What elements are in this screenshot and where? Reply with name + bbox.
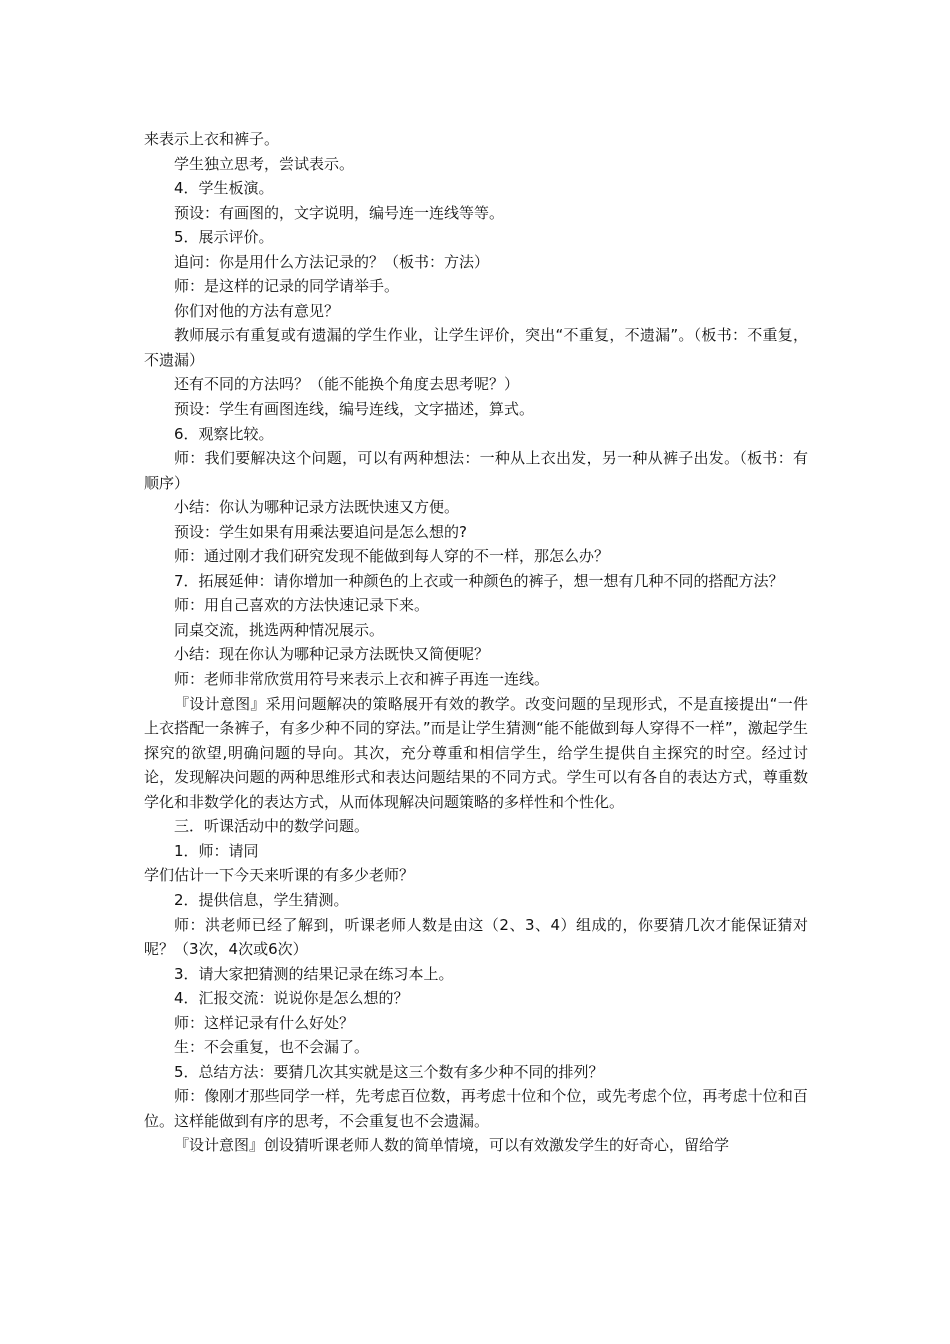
paragraph: 师：老师非常欣赏用符号来表示上衣和裤子再连一连线。 <box>174 670 550 689</box>
paragraph: 师：用自己喜欢的方法快速记录下来。 <box>174 596 430 615</box>
paragraph: 追问：你是用什么方法记录的？（板书：方法） <box>174 252 490 271</box>
paragraph: 还有不同的方法吗？（能不能换个角度去思考呢？） <box>174 375 520 394</box>
paragraph: 师：通过刚才我们研究发现不能做到每人穿的不一样，那怎么办？ <box>174 547 610 566</box>
paragraph: 2．提供信息，学生猜测。 <box>174 890 349 909</box>
paragraph: 预设：学生如果有用乘法要追问是怎么想的? <box>174 522 467 541</box>
paragraph: 『设计意图』采用问题解决的策略展开有效的教学。改变问题的呈现形式，不是直接提出“一件上衣搭配一条裤子，有多少种不同的穿法。”而是让学生猜测“能不能做到每人穿得不一样”，激起学生探究的欲望,明确问题的导向。其次，充分尊重和相信学生，给学生提供自主探究的时空。经过讨论，发现解决问题的两种思维形式和表达问题结果的不同方式。学生可以有各自的表达方式，尊重数学化和非数学化的表达方式，从而体现解决问题策略的多样性和个性化。 <box>144 694 808 811</box>
paragraph: 你们对他的方法有意见？ <box>174 301 340 320</box>
paragraph: 4．学生板演。 <box>174 179 274 198</box>
paragraph: 1．师：请同 <box>174 841 259 860</box>
paragraph: 6．观察比较。 <box>174 424 274 443</box>
paragraph: 3．请大家把猜测的结果记录在练习本上。 <box>174 964 454 983</box>
paragraph: 教师展示有重复或有遗漏的学生作业，让学生评价，突出“不重复，不遗漏”。（板书：不重复，不遗漏） <box>144 326 808 369</box>
paragraph: 来表示上衣和裤子。 <box>144 130 280 148</box>
paragraph: 小结：你认为哪种记录方法既快速又方便。 <box>174 498 460 517</box>
document-page <box>144 127 808 1158</box>
paragraph: 生：不会重复，也不会漏了。 <box>174 1038 370 1057</box>
paragraph: 师：像刚才那些同学一样，先考虑百位数，再考虑十位和个位，或先考虑个位，再考虑十位和百位。这样能做到有序的思考，不会重复也不会遗漏。 <box>144 1087 808 1130</box>
paragraph: 预设：学生有画图连线，编号连线，文字描述，算式。 <box>174 400 535 419</box>
paragraph: 小结：现在你认为哪种记录方法既快又简便呢？ <box>174 645 490 664</box>
paragraph: 师：这样记录有什么好处？ <box>174 1013 355 1032</box>
paragraph: 『设计意图』创设猜听课老师人数的简单情境，可以有效激发学生的好奇心，留给学 <box>174 1136 730 1155</box>
paragraph: 师：洪老师已经了解到，听课老师人数是由这（2、3、4）组成的，你要猜几次才能保证猜对呢？（3次，4次或6次） <box>144 915 808 959</box>
paragraph: 学生独立思考，尝试表示。 <box>174 154 355 173</box>
paragraph: 师：我们要解决这个问题，可以有两种想法：一种从上衣出发，另一种从裤子出发。（板书：有顺序） <box>144 449 808 492</box>
paragraph: 学们估计一下今天来听课的有多少老师？ <box>144 866 415 885</box>
paragraph: 7．拓展延伸：请你增加一种颜色的上衣或一种颜色的裤子，想一想有几种不同的搭配方法？ <box>174 571 784 590</box>
paragraph: 同桌交流，挑选两种情况展示。 <box>174 620 385 639</box>
paragraph: 4．汇报交流：说说你是怎么想的？ <box>174 989 409 1008</box>
paragraph: 师：是这样的记录的同学请举手。 <box>174 277 400 296</box>
paragraph: 预设：有画图的，文字说明，编号连一连线等等。 <box>174 203 505 222</box>
paragraph: 5．总结方法：要猜几次其实就是这三个数有多少种不同的排列？ <box>174 1062 604 1081</box>
paragraph: 三．听课活动中的数学问题。 <box>174 817 370 836</box>
paragraph: 5．展示评价。 <box>174 228 274 247</box>
